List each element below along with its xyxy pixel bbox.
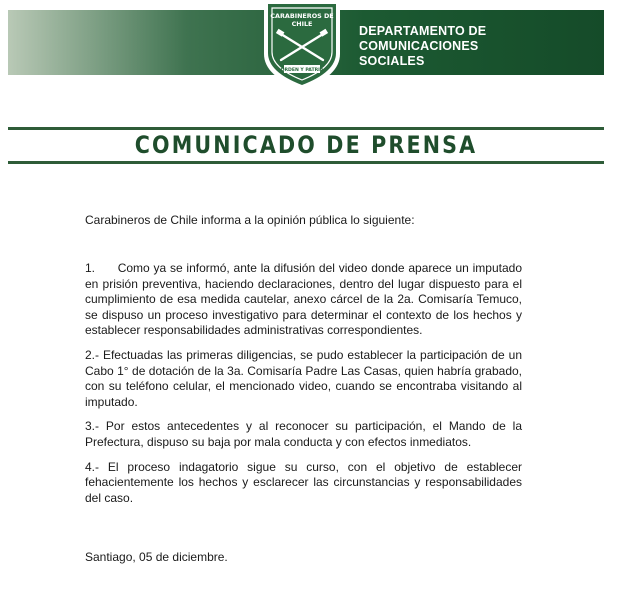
statement-paragraph-3: 3.- Por estos antecedentes y al reconocer su participación, el Mando de la Prefectura, dispuso su baja por mala conducta y con efectos inmediatos. <box>85 419 522 449</box>
department-line-3: SOCIALES <box>359 54 425 68</box>
logo-sub-text: CHILE <box>291 20 313 28</box>
title-top-rule <box>8 127 604 130</box>
department-name <box>359 24 486 69</box>
statement-paragraph-4: 4.- El proceso indagatorio sigue su curso, con el objetivo de establecer fehacientemente los hechos y esclarecer las circunstancias y responsabilidades del caso. <box>85 459 522 505</box>
page-title: COMUNICADO DE PRENSA <box>134 131 478 159</box>
logo-ribbon-text: ORDEN Y PATRIA <box>280 68 324 73</box>
department-line-2: COMUNICACIONES <box>359 39 479 53</box>
statement-paragraph-1: 1. Como ya se informó, ante la difusión del video donde aparece un imputado en prisión preventiva, haciendo declaraciones, dentro del lugar dispuesto para el cumplimiento de esa medida cautelar, anexo cárcel de la 2a. Comisaría Temuco, se dispuso un proceso investigativo para determinar el contexto de los hechos y establecer responsabilidades administrativas correspondientes. <box>85 261 526 338</box>
carabineros-seal-logo <box>254 0 350 92</box>
signoff-date: Santiago, 05 de diciembre. <box>85 550 228 564</box>
title-bottom-rule <box>8 161 604 164</box>
intro-paragraph: Carabineros de Chile informa a la opinión pública lo siguiente: <box>85 213 415 227</box>
statement-paragraph-2: 2.- Efectuadas las primeras diligencias, se pudo establecer la participación de un Cabo 1° de dotación de la 3a. Comisaría Padre Las Casas, quien habría grabado, con su teléfono celular, el mencionado video, cuando se encontraba visitando al imputado. <box>85 347 522 409</box>
logo-top-text: CARABINEROS DE <box>270 12 334 20</box>
department-line-1: DEPARTAMENTO DE <box>359 24 487 38</box>
statement-list <box>85 261 526 515</box>
